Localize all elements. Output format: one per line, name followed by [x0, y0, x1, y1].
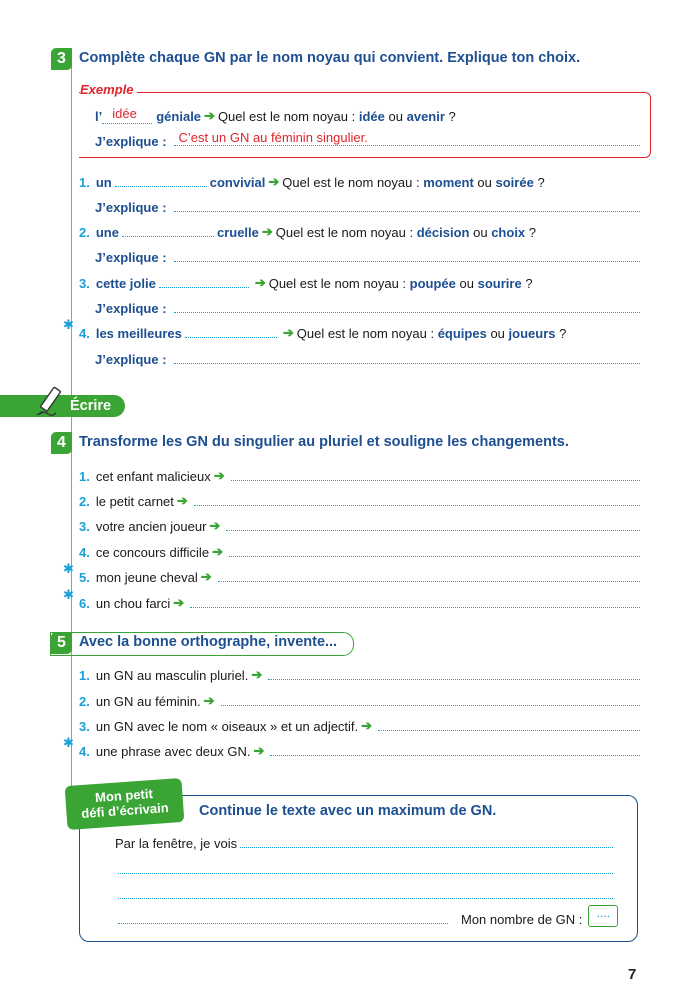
item-text: un GN avec le nom « oiseaux » et un adjectif.	[95, 719, 359, 734]
item-opt2: joueurs	[508, 326, 556, 341]
ex3-explain-3	[79, 298, 643, 316]
ex4-item-4	[79, 542, 643, 560]
item-text: le petit carnet	[95, 494, 174, 509]
margin-line-top	[71, 60, 72, 395]
item-opt2: soirée	[495, 175, 534, 190]
explain-label: J’explique :	[95, 200, 167, 215]
answer-line[interactable]	[270, 752, 640, 756]
answer-line[interactable]	[231, 477, 640, 481]
answer-line[interactable]	[118, 870, 613, 874]
ex3-explain-1	[79, 197, 643, 215]
example-qmark: ?	[448, 109, 456, 124]
arrow-icon: ➔	[203, 693, 215, 708]
star-icon: ✱	[63, 735, 74, 750]
section-label: Écrire	[70, 398, 112, 414]
writer-challenge-tag	[65, 778, 185, 830]
item-text: votre ancien joueur	[95, 519, 207, 534]
item-or: ou	[477, 175, 492, 190]
exercise-3-number: 3	[51, 48, 72, 70]
answer-line[interactable]	[194, 502, 640, 506]
item-number: 6.	[79, 596, 90, 611]
item-or: ou	[490, 326, 505, 341]
example-adjective: géniale	[156, 109, 202, 124]
challenge-title: Continue le texte avec un maximum de GN.	[199, 803, 497, 819]
answer-blank[interactable]	[185, 334, 277, 338]
challenge-start: Par la fenêtre, je vois	[115, 836, 238, 851]
item-qmark: ?	[528, 225, 537, 240]
arrow-icon: ➔	[176, 493, 188, 508]
ex3-item-1	[79, 172, 643, 190]
item-qmark: ?	[559, 326, 567, 341]
item-qmark: ?	[537, 175, 545, 190]
explain-line[interactable]	[174, 258, 640, 262]
ex4-item-1	[79, 466, 643, 484]
example-handwritten-explanation: C’est un GN au féminin singulier.	[178, 130, 368, 145]
item-number: 1.	[79, 469, 90, 484]
star-icon: ✱	[63, 561, 74, 576]
ex4-item-5	[79, 567, 643, 585]
example-explain-label: J’explique :	[95, 134, 167, 149]
arrow-icon: ➔	[213, 468, 225, 483]
arrow-icon: ➔	[254, 275, 266, 290]
arrow-icon: ➔	[261, 224, 273, 239]
item-number: 2.	[79, 494, 90, 509]
ex4-item-6	[79, 593, 643, 611]
arrow-icon: ➔	[209, 518, 221, 533]
arrow-icon: ➔	[268, 174, 280, 189]
answer-line[interactable]	[240, 844, 613, 848]
explain-label: J’explique :	[95, 352, 167, 367]
item-number: 2.	[79, 225, 90, 240]
item-or: ou	[473, 225, 488, 240]
ex3-item-3	[79, 273, 643, 291]
answer-blank[interactable]	[122, 233, 214, 237]
explain-label: J’explique :	[95, 301, 167, 316]
answer-line[interactable]	[221, 702, 640, 706]
explain-line[interactable]	[174, 309, 640, 313]
item-number: 2.	[79, 694, 90, 709]
example-line-2	[79, 131, 643, 149]
item-determiner: un	[95, 175, 112, 190]
example-blank	[102, 106, 152, 124]
item-question: Quel est le nom noyau :	[296, 326, 435, 341]
answer-line[interactable]	[226, 527, 640, 531]
example-handwritten-noun: idée	[112, 106, 137, 121]
ex5-item-2	[79, 691, 643, 709]
item-determiner: les meilleures	[95, 326, 182, 341]
arrow-icon: ➔	[253, 743, 265, 758]
example-explain-line	[171, 131, 643, 149]
arrow-icon: ➔	[251, 667, 263, 682]
item-determiner: cette jolie	[95, 276, 156, 291]
example-label: Exemple	[80, 82, 137, 97]
answer-line[interactable]	[218, 578, 640, 582]
item-number: 4.	[79, 326, 90, 341]
star-icon: ✱	[63, 587, 74, 602]
item-number: 3.	[79, 719, 90, 734]
ex5-item-4	[79, 741, 643, 759]
item-question: Quel est le nom noyau :	[268, 276, 407, 291]
tag-line-1: Mon petit	[94, 786, 154, 806]
ex4-item-2	[79, 491, 643, 509]
count-label: Mon nombre de GN :	[461, 912, 583, 927]
pencil-icon	[34, 384, 68, 418]
tag-line-2: défi d’écrivain	[80, 799, 170, 822]
item-adjective: convivial	[209, 175, 266, 190]
item-text: cet enfant malicieux	[95, 469, 211, 484]
item-qmark: ?	[525, 276, 533, 291]
ex3-item-4	[79, 323, 643, 341]
example-question: Quel est le nom noyau :	[217, 109, 356, 124]
ex5-item-1	[79, 665, 643, 683]
exercise-4-number: 4	[51, 432, 72, 454]
answer-line[interactable]	[378, 727, 640, 731]
arrow-icon: ➔	[212, 544, 223, 559]
item-opt1: décision	[416, 225, 470, 240]
challenge-line-1	[115, 833, 616, 851]
item-question: Quel est le nom noyau :	[282, 175, 420, 190]
arrow-icon: ➔	[204, 108, 215, 123]
exercise-5-title: Avec la bonne orthographe, invente...	[79, 634, 338, 650]
answer-line[interactable]	[268, 676, 640, 680]
item-number: 1.	[79, 175, 90, 190]
example-line-1	[79, 106, 643, 124]
item-adjective: cruelle	[216, 225, 259, 240]
item-number: 4.	[79, 744, 90, 759]
answer-line[interactable]	[190, 604, 640, 608]
item-opt1: poupée	[409, 276, 456, 291]
ex3-item-2	[79, 222, 643, 240]
example-opt1: idée	[358, 109, 385, 124]
exercise-3-title: Complète chaque GN par le nom noyau qui convient. Explique ton choix.	[79, 50, 581, 66]
exercise-5-number: 5	[51, 632, 72, 654]
ex3-explain-2	[79, 247, 643, 265]
answer-line[interactable]	[118, 920, 448, 924]
item-text: ce concours difficile	[95, 545, 210, 560]
item-text: un GN au masculin pluriel.	[95, 668, 249, 683]
star-icon: ✱	[63, 317, 74, 332]
challenge-line-2	[115, 859, 616, 877]
ex5-item-3	[79, 716, 643, 734]
ex3-explain-4	[79, 349, 643, 367]
item-number: 1.	[79, 668, 90, 683]
item-opt2: choix	[491, 225, 526, 240]
ex4-item-3	[79, 516, 643, 534]
item-opt2: sourire	[477, 276, 522, 291]
item-number: 3.	[79, 519, 90, 534]
item-question: Quel est le nom noyau :	[275, 225, 414, 240]
explain-line[interactable]	[174, 208, 640, 212]
count-input[interactable]: ....	[588, 905, 618, 927]
page-number: 7	[628, 966, 637, 983]
item-text: mon jeune cheval	[95, 570, 198, 585]
arrow-icon: ➔	[173, 595, 185, 610]
item-opt1: moment	[423, 175, 474, 190]
challenge-line-4	[115, 906, 620, 927]
explain-line[interactable]	[174, 360, 640, 364]
answer-blank[interactable]	[115, 183, 207, 187]
arrow-icon: ➔	[361, 718, 373, 733]
arrow-icon: ➔	[282, 325, 294, 340]
answer-line[interactable]	[229, 553, 640, 557]
challenge-line-3	[115, 884, 616, 902]
item-number: 3.	[79, 276, 90, 291]
explain-label: J’explique :	[95, 250, 167, 265]
item-number: 4.	[79, 545, 90, 560]
example-or: ou	[388, 109, 403, 124]
exercise-4-title: Transforme les GN du singulier au pluriel et souligne les changements.	[79, 434, 569, 450]
answer-line[interactable]	[118, 895, 613, 899]
answer-blank[interactable]	[159, 284, 249, 288]
example-opt2: avenir	[406, 109, 445, 124]
item-determiner: une	[95, 225, 119, 240]
item-text: une phrase avec deux GN.	[95, 744, 251, 759]
arrow-icon: ➔	[200, 569, 212, 584]
item-or: ou	[459, 276, 474, 291]
item-text: un GN au féminin.	[95, 694, 201, 709]
item-opt1: équipes	[437, 326, 487, 341]
example-prefix: l’	[95, 109, 103, 124]
item-number: 5.	[79, 570, 90, 585]
item-text: un chou farci	[95, 596, 171, 611]
